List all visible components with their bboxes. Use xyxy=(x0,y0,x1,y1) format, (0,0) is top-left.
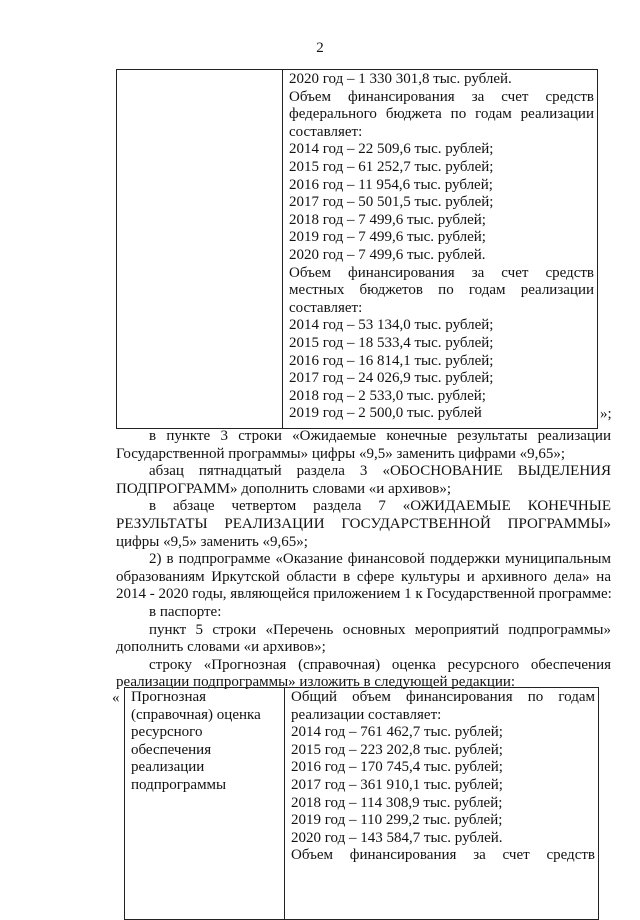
row-title-line: обеспечения xyxy=(131,741,212,758)
body-line: реализации подпрограммы» изложить в следующей редакции: xyxy=(116,674,516,691)
row-title-line: ресурсного xyxy=(131,724,203,741)
amendment-text xyxy=(116,428,611,692)
table-line: Объем финансирования за счет средств xyxy=(291,847,595,864)
body-line: ПОДПРОГРАММ» дополнить словами «и архивов»; xyxy=(116,480,451,497)
table-line: составляет: xyxy=(289,123,363,140)
body-line: РЕЗУЛЬТАТЫ РЕАЛИЗАЦИИ ГОСУДАРСТВЕННОЙ ПРОГРАММЫ» xyxy=(116,515,611,532)
table-line: 2016 год – 170 745,4 тыс. рублей; xyxy=(291,759,503,776)
table-line: Объем финансирования за счет средств xyxy=(289,88,594,105)
body-line: в паспорте: xyxy=(149,603,222,620)
table-line: 2015 год – 223 202,8 тыс. рублей; xyxy=(291,741,503,758)
body-line: пункт 5 строки «Перечень основных мероприятий подпрограммы» xyxy=(149,621,611,638)
table-line: 2020 год – 7 499,6 тыс. рублей. xyxy=(289,246,486,263)
table-line: составляет: xyxy=(289,299,363,316)
body-line: цифры «9,5» заменить «9,65»; xyxy=(116,533,308,550)
table-line: 2015 год – 61 252,7 тыс. рублей; xyxy=(289,158,494,175)
table-line: 2014 год – 53 134,0 тыс. рублей; xyxy=(289,317,494,334)
table-line: 2018 год – 2 533,0 тыс. рублей; xyxy=(289,387,486,404)
row-title-line: (справочная) оценка xyxy=(131,706,261,723)
table-right-cell xyxy=(283,70,598,429)
table-line: 2018 год – 7 499,6 тыс. рублей; xyxy=(289,211,486,228)
table-line: Объем финансирования за счет средств xyxy=(289,264,594,281)
body-line: дополнить словами «и архивов»; xyxy=(116,639,326,656)
body-line: строку «Прогнозная (справочная) оценка ресурсного обеспечения xyxy=(149,656,611,673)
table-line: Общий объем финансирования по годам xyxy=(291,689,595,705)
row-title-line: реализации xyxy=(131,759,205,776)
table-line: 2020 год – 143 584,7 тыс. рублей. xyxy=(291,829,503,846)
opening-quote: « xyxy=(112,690,120,706)
table-line: 2020 год – 1 330 301,8 тыс. рублей. xyxy=(289,71,512,87)
body-line: в пункте 3 строки «Ожидаемые конечные результаты реализации xyxy=(149,428,611,444)
table-line: 2019 год – 2 500,0 тыс. рублей xyxy=(289,405,482,422)
table-line: реализации составляет: xyxy=(291,706,442,723)
resource-estimate-table xyxy=(124,687,599,920)
table-line: 2015 год – 18 533,4 тыс. рублей; xyxy=(289,334,494,351)
financing-table-continued xyxy=(116,69,598,429)
table-line: федерального бюджета по годам реализации xyxy=(289,106,594,123)
row-title-line: подпрограммы xyxy=(131,776,227,793)
table-line: местных бюджетов по годам реализации xyxy=(289,282,594,299)
table-line: 2014 год – 761 462,7 тыс. рублей; xyxy=(291,724,503,741)
table-line: 2016 год – 11 954,6 тыс. рублей; xyxy=(289,176,493,193)
table-line: 2017 год – 50 501,5 тыс. рублей; xyxy=(289,194,494,211)
row-title-line: Прогнозная xyxy=(131,689,207,705)
closing-quote: »; xyxy=(600,406,612,422)
body-line: 2) в подпрограмме «Оказание финансовой поддержки муниципальным xyxy=(149,551,611,568)
page-number: 2 xyxy=(316,40,324,56)
body-line: Государственной программы» цифры «9,5» заменить цифрами «9,65»; xyxy=(116,445,566,462)
table-line: 2019 год – 110 299,2 тыс. рублей; xyxy=(291,812,503,829)
table-left-cell xyxy=(117,70,283,429)
table-line: 2017 год – 361 910,1 тыс. рублей; xyxy=(291,776,503,793)
table-line: 2016 год – 16 814,1 тыс. рублей; xyxy=(289,352,494,369)
table-line: 2019 год – 7 499,6 тыс. рублей; xyxy=(289,229,486,246)
body-line: в абзаце четвертом раздела 7 «ОЖИДАЕМЫЕ КОНЕЧНЫЕ xyxy=(149,498,611,515)
body-line: абзац пятнадцатый раздела 3 «ОБОСНОВАНИЕ ВЫДЕЛЕНИЯ xyxy=(149,463,611,480)
table-right-cell xyxy=(285,688,599,920)
body-line: образованиям Иркутской области в сфере культуры и архивного дела» на xyxy=(116,568,611,585)
table-left-cell xyxy=(125,688,285,920)
body-line: 2014 - 2020 годы, являющейся приложением 1 к Государственной программе: xyxy=(116,586,612,603)
table-line: 2017 год – 24 026,9 тыс. рублей; xyxy=(289,370,494,387)
table-line: 2018 год – 114 308,9 тыс. рублей; xyxy=(291,794,503,811)
table-line: 2014 год – 22 509,6 тыс. рублей; xyxy=(289,141,494,158)
